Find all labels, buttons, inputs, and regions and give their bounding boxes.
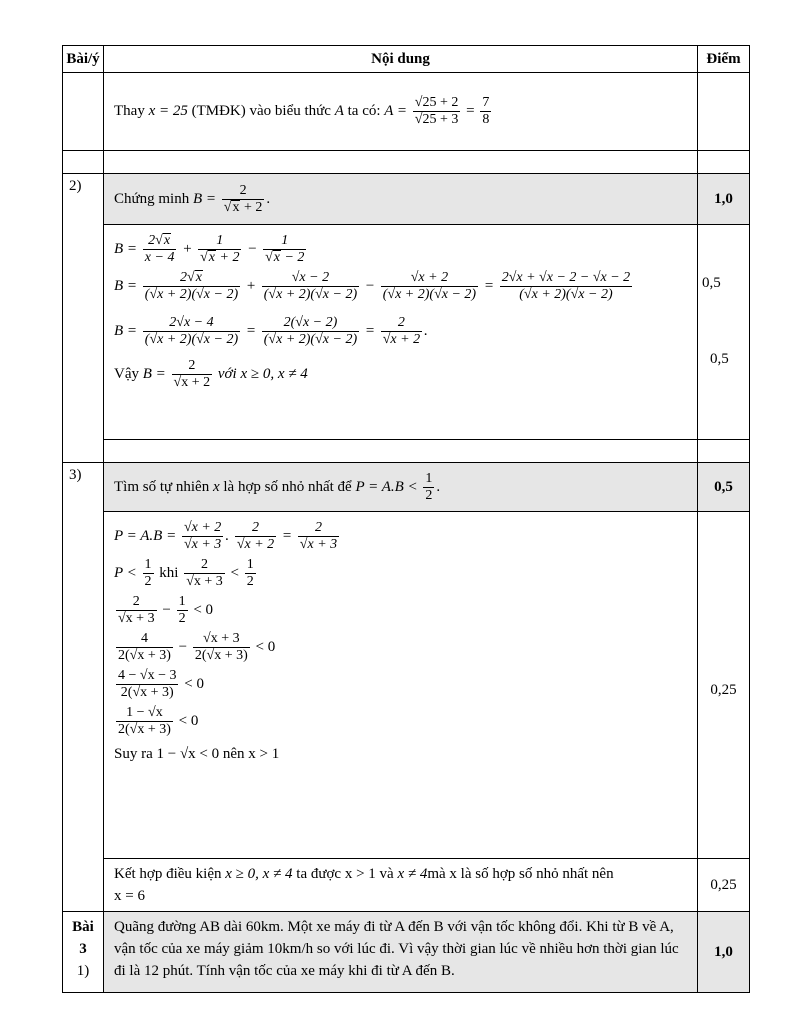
row-a-result: $\frac{7}{8}$ bbox=[482, 95, 490, 127]
part3-heading-text: Tìm số tự nhiên bbox=[114, 478, 210, 495]
header-noidung: Nội dung bbox=[104, 46, 698, 73]
part2-conclusion: Vậy B = $\frac{2}{√x + 2}$ với x ≥ 0, x ≠ 4 bbox=[114, 358, 308, 390]
row-a-fraction: $\frac{√25 + 2}{√25 + 3}$ bbox=[414, 95, 459, 127]
part3-step1: P = A.B = $\frac{√x + 2}{√x + 3}$ . $\frac{2}{√x + 2}$ = $\frac{2}{√x + 3}$ bbox=[114, 520, 338, 552]
part2-label: 2) bbox=[63, 174, 104, 463]
row-a-prefix: Thay bbox=[114, 102, 145, 119]
row-a-text: Thay x = 25 (TMĐK) vào biểu thức A ta có: A = $\frac{√25 + 2}{√25 + 3}$ = $\frac{7}{8}$ bbox=[114, 95, 490, 127]
answer-table bbox=[62, 45, 750, 993]
header-row bbox=[63, 46, 750, 73]
part2-heading-text: Chứng minh bbox=[114, 190, 190, 207]
part3-score-step1: 0,25 bbox=[698, 512, 750, 859]
part2-body-row bbox=[63, 225, 750, 440]
part3-label: 3) bbox=[63, 463, 104, 912]
bai3-text: Quãng đường AB dài 60km. Một xe máy đi từ A đến B với vận tốc không đổi. Khi từ B về A, vận tốc của xe máy giảm 10km/h so với lúc đi. Vì vậy thời gian lúc về nhiều hơn thời gian lúc đi là 12 phút. Tính vận tốc của xe máy khi đi từ A đến B. bbox=[104, 912, 698, 993]
part2-heading-formula: $\frac{2}{√x + 2}$ bbox=[223, 182, 263, 215]
part2-heading-row: 2) Chứng minh B = $\frac{2}{√x + 2}$ . 1,0 bbox=[63, 174, 750, 225]
bai3-label: Bài 3 1) bbox=[63, 912, 104, 993]
row-a-eq-lhs: A = bbox=[384, 102, 408, 119]
row-a-mid: (TMĐK) vào biểu thức bbox=[191, 102, 331, 119]
part3-step5: $\frac{4 - √x - 3}{2(√x + 3)}$ < 0 bbox=[118, 668, 204, 700]
part2-score: 1,0 bbox=[698, 174, 750, 225]
part3-suy-ra: Suy ra 1 − √x < 0 nên x > 1 bbox=[114, 746, 280, 762]
part3-step3: $\frac{2}{√x + 3}$ − $\frac{1}{2}$ < 0 bbox=[118, 594, 214, 626]
part3-score: 0,5 bbox=[698, 463, 750, 512]
part3-heading-row: 3) Tìm số tự nhiên x là hợp số nhỏ nhất để P = A.B < $\frac{1}{2}$ . 0,5 bbox=[63, 463, 750, 512]
part3-score-step2: 0,25 bbox=[698, 859, 750, 912]
header-bai: Bài/ý bbox=[63, 46, 104, 73]
part2-step1: B = $\frac{2√x}{x - 4}$ + $\frac{1}{√x + 2}$ − $\frac{1}{√x - 2}$ bbox=[114, 233, 305, 265]
part3-conclusion-row: Kết hợp điều kiện x ≥ 0, x ≠ 4 ta được x > 1 và x ≠ 4mà x là số hợp số nhỏ nhất nên x = 6 0,25 bbox=[63, 859, 750, 912]
header-diem: Điểm bbox=[698, 46, 750, 73]
row-a-var: A bbox=[334, 102, 344, 119]
row-a-sub: x = 25 bbox=[148, 102, 188, 119]
part2-score-step2: 0,5 bbox=[710, 351, 729, 367]
row-a-suffix: ta có: bbox=[347, 102, 381, 119]
part3-step2: P < $\frac{1}{2}$ khi $\frac{2}{√x + 3}$ < $\frac{1}{2}$ bbox=[114, 557, 254, 589]
spacer-row-1 bbox=[63, 151, 750, 174]
part3-body-row bbox=[63, 512, 750, 859]
row-a-value bbox=[63, 73, 750, 151]
bai3-row bbox=[63, 912, 750, 993]
part3-step6: $\frac{1 - √x}{2(√x + 3)}$ < 0 bbox=[118, 705, 199, 737]
part2-score-step1: 0,5 bbox=[702, 275, 721, 291]
part2-step3: B = $\frac{2√x - 4}{(√x + 2)(√x - 2)}$ = $\frac{2(√x - 2)}{(√x + 2)(√x - 2)}$ = $\frac{2}{√x + 2}$ . bbox=[114, 315, 428, 347]
part2-step2: B = $\frac{2√x}{(√x + 2)(√x - 2)}$ + $\frac{√x - 2}{(√x + 2)(√x - 2)}$ − $\frac{√x + 2}{(√x + 2)(√x - 2)}$ = $\frac{2√x + √x - 2 - √x - 2}{(√x + 2)(√x - 2)}$ bbox=[114, 270, 631, 302]
bai3-score: 1,0 bbox=[698, 912, 750, 993]
part3-heading-formula: $\frac{1}{2}$ bbox=[425, 470, 433, 503]
part3-step4: $\frac{4}{2(√x + 3)}$ − $\frac{√x + 3}{2(√x + 3)}$ < 0 bbox=[118, 631, 276, 663]
spacer-row-2 bbox=[63, 440, 750, 463]
